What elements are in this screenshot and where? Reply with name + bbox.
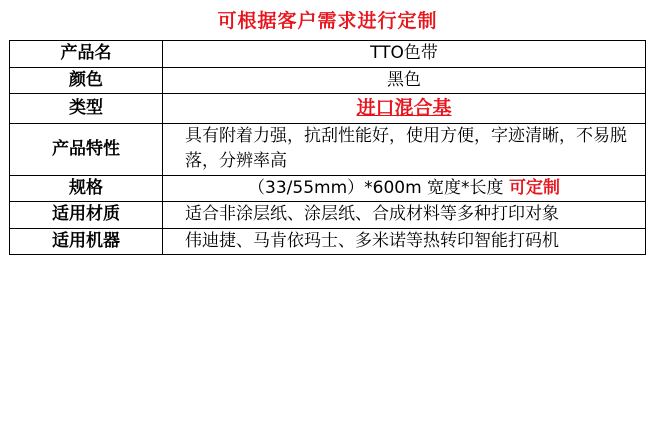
specification-main-text: （33/55mm）*600m 宽度*长度 — [248, 177, 509, 198]
row-label-product-name: 产品名 — [10, 41, 163, 68]
row-value-product-name: TTO色带 — [163, 41, 646, 68]
row-value-specification — [163, 175, 646, 202]
table-row — [10, 202, 646, 229]
table-row — [10, 175, 646, 202]
table-row — [10, 94, 646, 124]
row-label-type: 类型 — [10, 94, 163, 124]
row-value-type — [163, 94, 646, 124]
row-value-color: 黑色 — [163, 67, 646, 94]
row-value-features: 具有附着力强，抗刮性能好，使用方便，字迹清晰，不易脱落，分辨率高 — [163, 123, 646, 175]
table-row — [10, 67, 646, 94]
row-label-machine: 适用机器 — [10, 228, 163, 255]
specification-accent-text: 可定制 — [508, 177, 560, 198]
row-value-machine: 伟迪捷、马肯依玛士、多米诺等热转印智能打码机 — [163, 228, 646, 255]
row-label-material: 适用材质 — [10, 202, 163, 229]
type-highlight-text: 进口混合基 — [356, 97, 452, 119]
row-label-color: 颜色 — [10, 67, 163, 94]
table-row — [10, 41, 646, 68]
product-spec-table — [9, 40, 646, 255]
page-title: 可根据客户需求进行定制 — [217, 10, 438, 32]
row-label-specification: 规格 — [10, 175, 163, 202]
row-value-material: 适合非涂层纸、涂层纸、合成材料等多种打印对象 — [163, 202, 646, 229]
table-row — [10, 123, 646, 175]
row-label-features: 产品特性 — [10, 123, 163, 175]
table-row — [10, 228, 646, 255]
